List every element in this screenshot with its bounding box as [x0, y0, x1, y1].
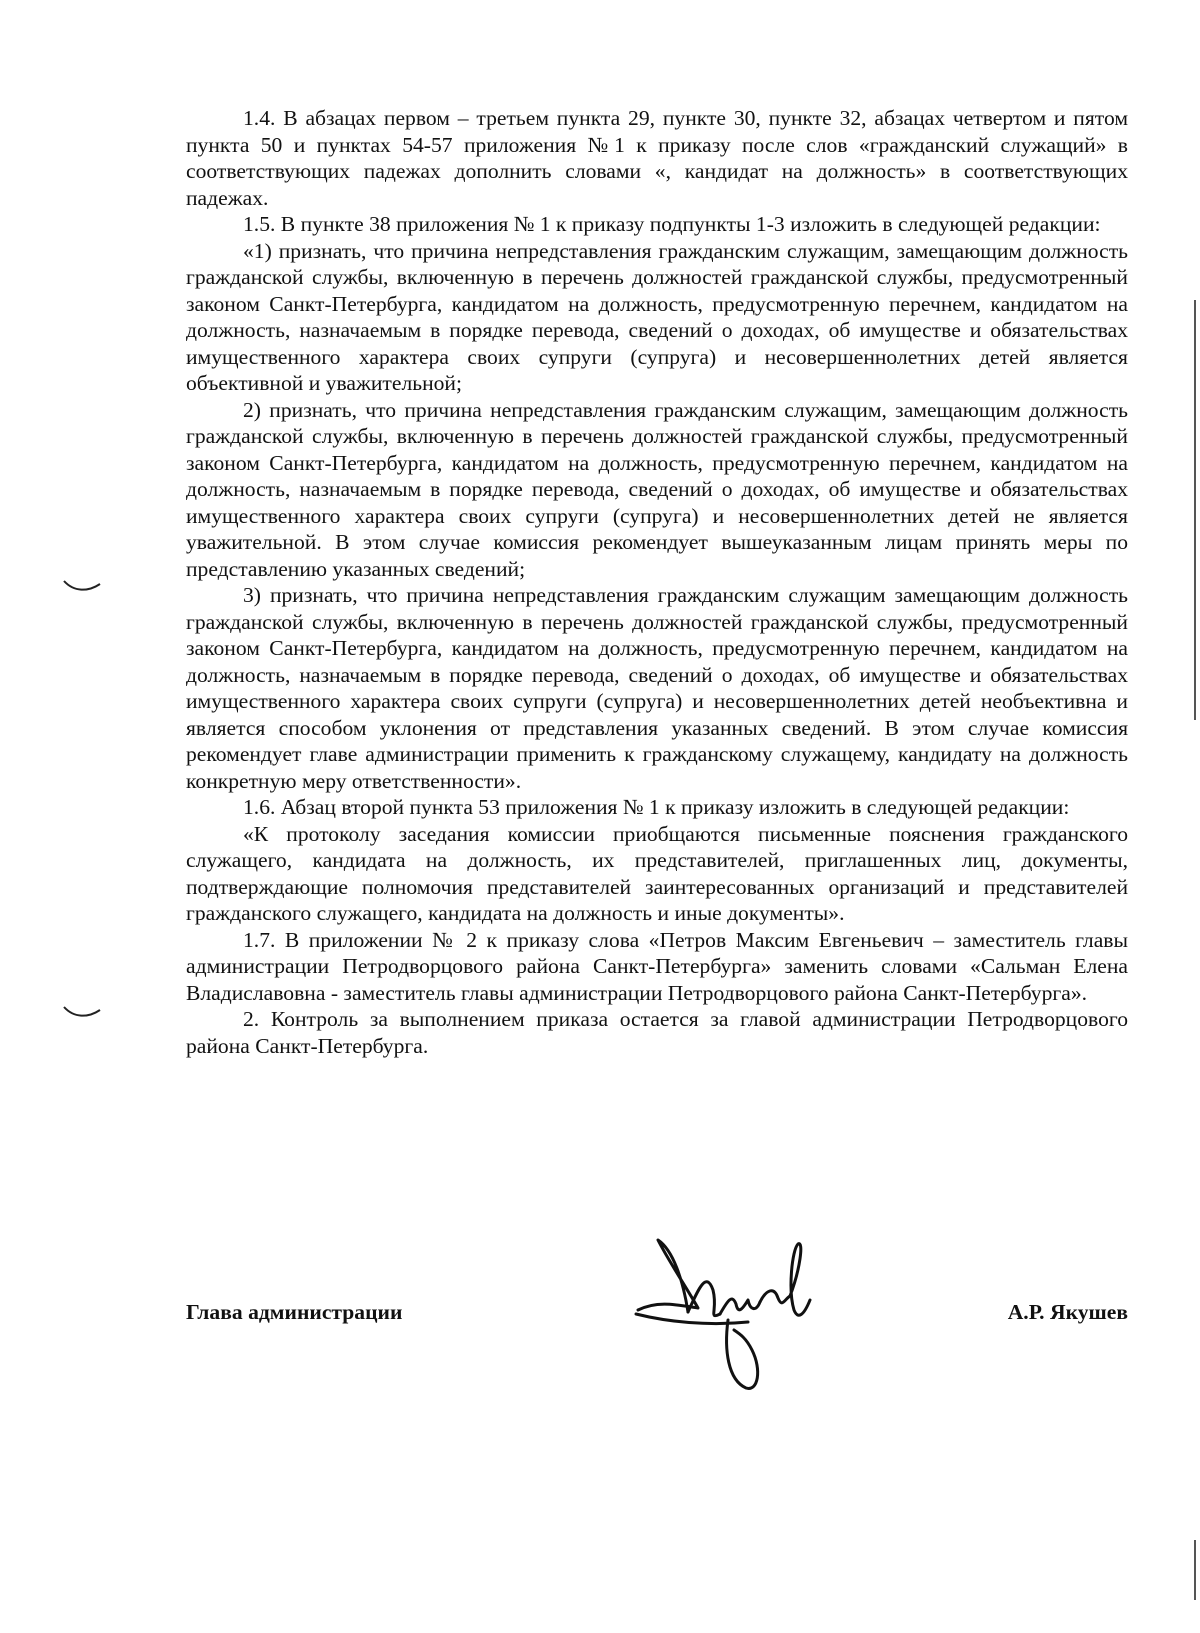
scan-mark — [62, 578, 102, 594]
paragraph-1-6-quote: «К протоколу заседания комиссии приобщаются письменные пояснения гражданского служащего, кандидата на должность, их представителей, приглашенных лиц, документы, подтверждающие полномочия представителей заинтересованных организаций и представителей гражданского служащего, кандидата на должность и иные документы». — [186, 821, 1128, 925]
scan-edge-line — [1194, 1540, 1196, 1600]
paragraph-1-4: 1.4. В абзацах первом – третьем пункта 29, пункте 30, пункте 32, абзацах четвертом и пятом пункта 50 и пунктах 54-57 приложения №1 к приказу после слов «гражданский служащий» в соответствующих падежах дополнить словами «, кандидат на должность» в соответствующих падежах. — [186, 106, 1128, 210]
scan-mark — [62, 1004, 102, 1020]
document-body — [186, 105, 1128, 1059]
scan-edge-line — [1194, 300, 1196, 720]
signatory-name: А.Р. Якушев — [1007, 1300, 1128, 1324]
signatory-position: Глава администрации — [186, 1300, 403, 1324]
paragraph-1-5: 1.5. В пункте 38 приложения № 1 к приказу подпункты 1-3 изложить в следующей редакции: — [243, 212, 1101, 236]
paragraph-2: 2. Контроль за выполнением приказа остается за главой администрации Петродворцового района Санкт-Петербурга. — [186, 1007, 1128, 1058]
paragraph-subitem-3: 3) признать, что причина непредставления гражданским служащим замещающим должность гражданской службы, включенную в перечень должностей гражданской службы, предусмотренный законом Санкт-Петербурга, кандидатом на должность, предусмотренную перечнем, кандидатом на должность, назначаемым в порядке перевода, сведений о доходах, об имуществе и обязательствах имущественного характера своих супруги (супруга) и несовершеннолетних детей необъективна и является способом уклонения от представления указанных сведений. В этом случае комиссия рекомендует главе администрации применить к гражданскому служащему, кандидату на должность конкретную меру ответственности». — [186, 583, 1128, 793]
paragraph-1-7: 1.7. В приложении № 2 к приказу слова «Петров Максим Евгеньевич – заместитель главы администрации Петродворцового района Санкт-Петербурга» заменить словами «Сальман Елена Владиславовна - заместитель главы администрации Петродворцового района Санкт-Петербурга». — [186, 927, 1128, 1005]
handwritten-signature — [628, 1230, 848, 1400]
paragraph-subitem-1: «1) признать, что причина непредставления гражданским служащим, замещающим должность гражданской службы, включенную в перечень должностей гражданской службы, предусмотренный законом Санкт-Петербурга, кандидатом на должность, предусмотренную перечнем, кандидатом на должность, назначаемым в порядке перевода, сведений о доходах, об имуществе и обязательствах имущественного характера своих супруги (супруга) и несовершеннолетних детей является объективной и уважительной; — [186, 238, 1128, 395]
paragraph-1-6: 1.6. Абзац второй пункта 53 приложения № 1 к приказу изложить в следующей редакции: — [243, 795, 1070, 819]
paragraph-subitem-2: 2) признать, что причина непредставления гражданским служащим, замещающим должность гражданской службы, включенную в перечень должностей гражданской службы, предусмотренный законом Санкт-Петербурга, кандидатом на должность, предусмотренную перечнем, кандидатом на должность, назначаемым в порядке перевода, сведений о доходах, об имуществе и обязательствах имущественного характера своих супруги (супруга) и несовершеннолетних детей не является уважительной. В этом случае комиссия рекомендует вышеуказанным лицам принять меры по представлению указанных сведений; — [186, 397, 1128, 581]
